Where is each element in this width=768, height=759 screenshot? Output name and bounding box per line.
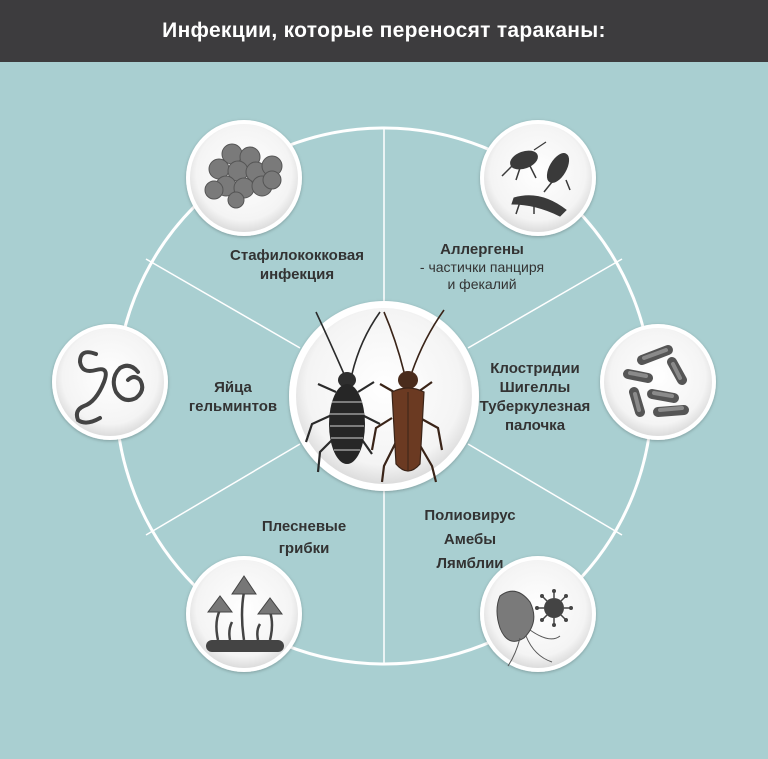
label-helminths <box>178 378 288 416</box>
label-line: Амебы <box>443 531 497 548</box>
label-bacteria <box>470 359 600 435</box>
cocci-cluster-icon <box>186 120 302 236</box>
label-line: Аллергены <box>440 241 524 258</box>
page-title-bar <box>0 0 768 62</box>
label-fungi <box>248 516 360 560</box>
infection-wheel <box>0 62 768 759</box>
label-line: Туберкулезная <box>479 398 591 415</box>
cockroach-fragments-icon <box>480 120 596 236</box>
label-staph <box>214 246 380 284</box>
label-line: Плесневые <box>261 518 347 535</box>
helminth-eggs-icon <box>52 324 168 440</box>
label-line: инфекция <box>259 266 335 283</box>
label-allergens <box>392 240 572 293</box>
diagram-stage <box>0 62 768 759</box>
label-line: Стафилококковая <box>230 247 364 264</box>
mold-fungi-icon <box>186 556 302 672</box>
label-line: Клостридии <box>490 360 580 377</box>
label-line: грибки <box>278 540 330 557</box>
label-line: гельминтов <box>188 398 278 415</box>
label-viruses <box>410 504 530 576</box>
label-line: Полиовирус <box>424 507 516 524</box>
label-line: Шигеллы <box>499 379 571 396</box>
label-line: Яйца <box>214 379 252 396</box>
label-subline: и фекалий <box>447 276 517 292</box>
label-subline: - частички панциря <box>419 259 545 275</box>
label-line: палочка <box>504 417 566 434</box>
two-cockroaches-icon <box>289 301 479 491</box>
page-title: Инфекции, которые переносят тараканы: <box>162 19 606 42</box>
label-line: Лямблии <box>436 555 504 572</box>
rod-bacteria-icon <box>600 324 716 440</box>
